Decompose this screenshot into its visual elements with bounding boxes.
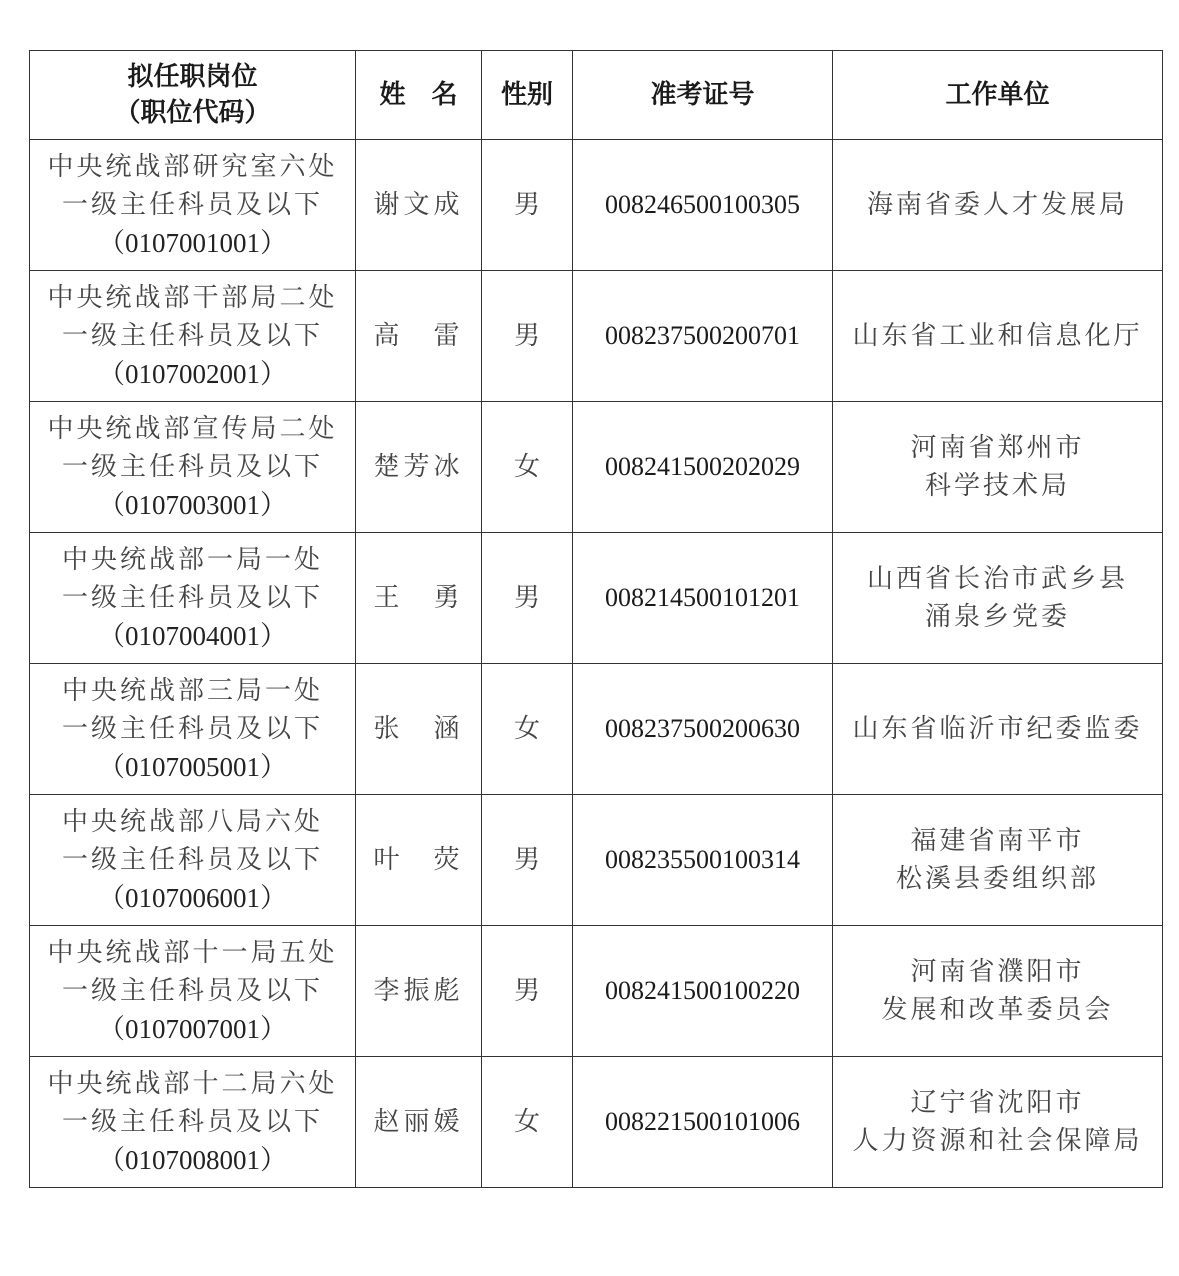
position-code: （0107005001） (98, 752, 287, 782)
position-level: 一级主任科员及以下 (61, 190, 323, 220)
name-cell: 李振彪 (356, 926, 482, 1057)
work-unit-cell (833, 271, 1163, 402)
position-code: （0107002001） (98, 359, 287, 389)
name-cell: 高 雷 (356, 271, 482, 402)
name-cell: 叶 荧 (356, 795, 482, 926)
ticket-number-cell: 008237500200701 (573, 271, 833, 402)
position-cell (30, 1057, 356, 1188)
work-unit-cell (833, 402, 1163, 533)
position-level: 一级主任科员及以下 (61, 1107, 323, 1137)
name-cell: 张 涵 (356, 664, 482, 795)
work-unit-line1: 山东省工业和信息化厅 (852, 321, 1143, 351)
work-unit-line1: 山东省临沂市纪委监委 (852, 714, 1143, 744)
gender-cell: 男 (482, 795, 573, 926)
position-code: （0107006001） (98, 883, 287, 913)
ticket-number-cell: 008237500200630 (573, 664, 833, 795)
gender-cell: 女 (482, 1057, 573, 1188)
work-unit-cell (833, 140, 1163, 271)
name-cell: 谢文成 (356, 140, 482, 271)
position-cell (30, 664, 356, 795)
header-gender: 性别 (482, 51, 573, 140)
position-title: 中央统战部研究室六处 (47, 152, 338, 182)
gender-cell: 男 (482, 926, 573, 1057)
position-cell (30, 795, 356, 926)
position-code: （0107007001） (98, 1014, 287, 1044)
work-unit-line2: 松溪县委组织部 (895, 864, 1099, 894)
position-level: 一级主任科员及以下 (61, 583, 323, 613)
table-row (30, 795, 1163, 926)
name-cell: 赵丽媛 (356, 1057, 482, 1188)
work-unit-cell (833, 1057, 1163, 1188)
name-cell: 楚芳冰 (356, 402, 482, 533)
position-cell (30, 140, 356, 271)
position-level: 一级主任科员及以下 (61, 452, 323, 482)
table-row (30, 533, 1163, 664)
ticket-number-cell: 008241500202029 (573, 402, 833, 533)
position-level: 一级主任科员及以下 (61, 845, 323, 875)
table-header-row (30, 51, 1163, 140)
position-title: 中央统战部八局六处 (61, 807, 323, 837)
position-title: 中央统战部十一局五处 (47, 938, 338, 968)
table-row (30, 664, 1163, 795)
work-unit-line2: 科学技术局 (924, 471, 1070, 501)
gender-cell: 男 (482, 533, 573, 664)
position-code: （0107001001） (98, 228, 287, 258)
position-title: 中央统战部宣传局二处 (47, 414, 338, 444)
gender-cell: 女 (482, 664, 573, 795)
work-unit-cell (833, 926, 1163, 1057)
table-row (30, 926, 1163, 1057)
candidate-roster-table (29, 50, 1163, 1188)
header-unit: 工作单位 (833, 51, 1163, 140)
position-title: 中央统战部三局一处 (61, 676, 323, 706)
header-ticket: 准考证号 (573, 51, 833, 140)
position-level: 一级主任科员及以下 (61, 321, 323, 351)
ticket-number-cell: 008241500100220 (573, 926, 833, 1057)
position-level: 一级主任科员及以下 (61, 976, 323, 1006)
position-title: 中央统战部一局一处 (61, 545, 323, 575)
position-cell (30, 533, 356, 664)
gender-cell: 女 (482, 402, 573, 533)
position-level: 一级主任科员及以下 (61, 714, 323, 744)
table-row (30, 140, 1163, 271)
position-title: 中央统战部干部局二处 (47, 283, 338, 313)
header-name: 姓 名 (356, 51, 482, 140)
position-cell (30, 271, 356, 402)
ticket-number-cell: 008246500100305 (573, 140, 833, 271)
work-unit-line1: 福建省南平市 (910, 826, 1085, 856)
ticket-number-cell: 008214500101201 (573, 533, 833, 664)
work-unit-line1: 山西省长治市武乡县 (866, 564, 1128, 594)
work-unit-line1: 海南省委人才发展局 (866, 190, 1128, 220)
work-unit-line1: 河南省濮阳市 (910, 957, 1085, 987)
position-cell (30, 926, 356, 1057)
position-code: （0107008001） (98, 1145, 287, 1175)
gender-cell: 男 (482, 140, 573, 271)
position-code: （0107003001） (98, 490, 287, 520)
table-row (30, 271, 1163, 402)
name-cell: 王 勇 (356, 533, 482, 664)
work-unit-line2: 发展和改革委员会 (881, 995, 1114, 1025)
position-code: （0107004001） (98, 621, 287, 651)
position-cell (30, 402, 356, 533)
work-unit-line2: 涌泉乡党委 (924, 602, 1070, 632)
table-row (30, 1057, 1163, 1188)
position-title: 中央统战部十二局六处 (47, 1069, 338, 1099)
gender-cell: 男 (482, 271, 573, 402)
ticket-number-cell: 008235500100314 (573, 795, 833, 926)
work-unit-line1: 河南省郑州市 (910, 433, 1085, 463)
work-unit-line1: 辽宁省沈阳市 (910, 1088, 1085, 1118)
work-unit-cell (833, 795, 1163, 926)
work-unit-cell (833, 664, 1163, 795)
table-row (30, 402, 1163, 533)
header-position: 拟任职岗位 （职位代码） (30, 51, 356, 140)
work-unit-cell (833, 533, 1163, 664)
ticket-number-cell: 008221500101006 (573, 1057, 833, 1188)
work-unit-line2: 人力资源和社会保障局 (852, 1126, 1143, 1156)
